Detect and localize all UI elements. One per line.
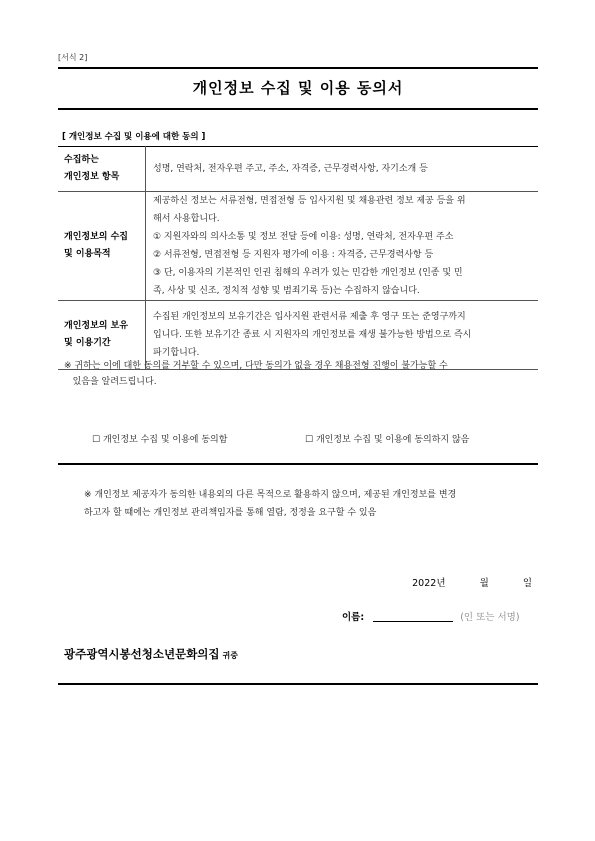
policy-notice: ※ 개인정보 제공자가 동의한 내용외의 다른 목적으로 활용하지 않으며, 제공된 개인정보를 변경 하고자 할 때에는 개인정보 관리책임자를 통해 열람, 정정을 요구할 수 있음 [84,490,457,518]
date-year: 2022년 [412,578,446,589]
agree-label: 개인정보 수집 및 이용에 동의함 [102,435,228,445]
date-line [412,575,532,589]
row-label: 개인정보의 보유 및 이용기간 [58,301,146,370]
disagree-label: 개인정보 수집 및 이용에 동의하지 않음 [315,435,470,445]
checkbox-icon[interactable]: ☐ [305,435,314,445]
signature-line [342,609,520,623]
agree-option[interactable] [92,432,227,445]
recipient-organization [64,646,238,662]
name-field[interactable] [373,610,453,622]
row-label: 개인정보의 수집 및 이용목적 [58,192,146,301]
choices-bottom-rule [58,463,538,465]
organization-suffix: 귀중 [222,651,238,660]
section-heading: [ 개인정보 수집 및 이용에 대한 동의 ] [62,132,206,142]
date-month: 월 [479,578,489,589]
name-label: 이름: [342,612,365,623]
signature-hint: (인 또는 서명) [460,612,520,623]
consent-table [58,146,538,370]
disagree-option[interactable] [305,432,469,445]
organization-name: 광주광역시봉선청소년문화의집 [64,647,220,661]
row-value: 제공하신 정보는 서류전형, 면접전형 등 입사지원 및 채용관련 정보 제공 등을 위 해서 사용합니다. ① 지원자와의 의사소통 및 정보 전달 등에 이용: 성명, 연락처, 전자우편 주소 ② 서류전형, 면접전형 등 지원자 평가에 이용 : 자격증, 근무경력사항 등 ③ 단, 이용자의 기본적인 인권 침해의 우려가 있는 민감한 개인정보 (인종 및 민 족, 사상 및 신조, 정치적 성향 및 범죄기록 등)는 수집하지 않습니다. [146,192,539,301]
date-day: 일 [522,578,532,589]
table-row [58,147,538,192]
document-title: 개인정보 수집 및 이용 동의서 [192,79,404,97]
row-label: 수집하는 개인정보 항목 [58,147,146,192]
form-number: [서식 2] [58,53,88,62]
table-row [58,192,538,301]
row-value: 성명, 연락처, 전자우편 주고, 주소, 자격증, 근무경력사항, 자기소개 등 [146,147,539,192]
footer-rule [58,683,538,685]
title-top-rule [58,67,538,69]
checkbox-icon[interactable]: ☐ [92,435,101,445]
row-value: 수집된 개인정보의 보유기간은 입사지원 관련서류 제출 후 영구 또는 준영구까지 입니다. 또한 보유기간 종료 시 지원자의 개인정보를 재생 불가능한 방법으로 즉시 파기합니다. [146,301,539,370]
refusal-notice: ※ 귀하는 이에 대한 동의를 거부할 수 있으며, 다만 동의가 없을 경우 채용전형 진행이 불가능할 수 있음을 알려드립니다. [64,361,448,387]
title-bottom-rule [58,108,538,110]
